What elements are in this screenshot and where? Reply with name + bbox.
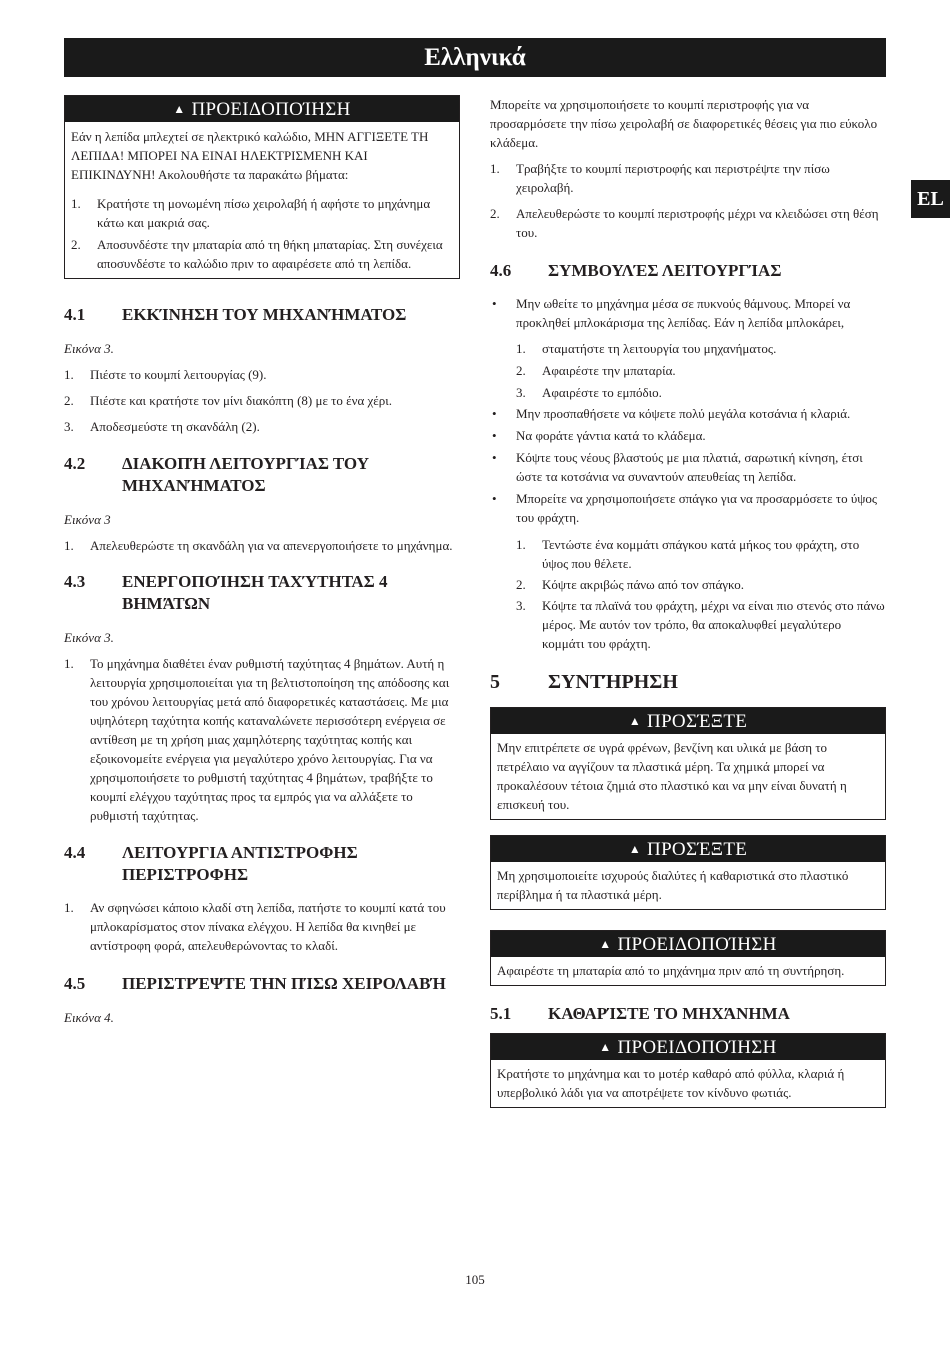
- steps-list: [64, 536, 460, 555]
- figure-ref: Εικόνα 3.: [64, 341, 114, 356]
- list-item: 1. Αν σφηνώσει κάποιο κλαδί στη λεπίδα, πατήστε το κουμπί κατά του μπλοκαρίσματος στον πίνακα ελέγχου. Η λεπίδα θα κινηθεί με αντίστροφη φορά, απελευθερώνοντας το κλαδί.: [64, 900, 446, 953]
- list-item: 1. Απελευθερώστε τη σκανδάλη για να απενεργοποιήσετε το μηχάνημα.: [64, 538, 453, 553]
- warning-box: [490, 1033, 886, 1108]
- section-heading-5: 5 ΣΥΝΤΉΡΗΣΗ: [490, 671, 678, 693]
- section-heading-4-3: 4.3 ΕΝΕΡΓΟΠΟΊΗΣΗ ΤΑΧΎΤΗΤΑΣ 4 ΒΗΜΆΤΩΝ: [64, 572, 388, 613]
- page-title: Ελληνικά: [64, 38, 886, 77]
- caution-box: [490, 707, 886, 820]
- figure-ref: Εικόνα 4.: [64, 1010, 114, 1025]
- caution-header: [491, 836, 885, 862]
- caution-box: [490, 835, 886, 910]
- warning-header: [491, 931, 885, 957]
- list-item: 3. Κόψτε τα πλαϊνά του φράχτη, μέχρι να είναι πιο στενός στο πάνω μέρος. Με αυτόν τον τρόπο, θα αποκαλυφθεί μεγαλύτερο κομμάτι του φράχτη.: [516, 598, 885, 651]
- list-item: • Μπορείτε να χρησιμοποιήσετε σπάγκο για να προσαρμόσετε το ύψος του φράχτη. 1. Τεντώστε ένα κομμάτι σπάγκου κατά μήκος του φράχτη, στο ύψος που θέλετε. 2. Κόψτε ακριβώς πάνω από τον σπάγκο. 3. Κόψτε τα πλαϊνά του φράχτη, μέχρι να είναι πιο στενός στο πάνω μέρος. Με αυτόν τον τρόπο, θα αποκαλυφθεί μεγαλύτερο κομμάτι του φράχτη.: [492, 491, 885, 651]
- list-item: 1. Κρατήστε τη μονωμένη πίσω χειρολαβή ή αφήστε το μηχάνημα κάτω και μακριά σας.: [71, 196, 431, 230]
- sub-steps: [516, 535, 886, 653]
- list-item: 2. Πιέστε και κρατήστε τον μίνι διακόπτη (8) με το ένα χέρι.: [64, 393, 392, 408]
- list-item: • Κόψτε τους νέους βλαστούς με μια πλατιά, σαρωτική κίνηση, έτσι ώστε τα κοτσάνια να συναντούν απευθείας τη λεπίδα.: [492, 450, 863, 484]
- steps-list: [64, 654, 460, 825]
- warning-header: [65, 96, 459, 122]
- warning-steps: [71, 194, 453, 273]
- left-column: [64, 95, 460, 1027]
- page-number: 105: [465, 1272, 485, 1287]
- list-item: 1. Τεντώστε ένα κομμάτι σπάγκου κατά μήκος του φράχτη, στο ύψος που θέλετε.: [516, 537, 860, 571]
- warning-box: [64, 95, 460, 279]
- warning-title: ΠΡΟΕΙΔΟΠΟΊΗΣΗ: [617, 934, 777, 955]
- caution-title: ΠΡΟΣΈΞΤΕ: [647, 839, 748, 860]
- paragraph: Μπορείτε να χρησιμοποιήσετε το κουμπί περιστροφής για να προσαρμόσετε την πίσω χειρολαβή σε διαφορετικές θέσεις για πιο εύκολο κλάδεμα.: [490, 97, 878, 150]
- warning-icon: ▲: [628, 714, 642, 728]
- warning-title: ΠΡΟΕΙΔΟΠΟΊΗΣΗ: [617, 1037, 777, 1058]
- list-item: 2. Απελευθερώστε το κουμπί περιστροφής μέχρι να κλειδώσει στη θέση του.: [490, 206, 879, 240]
- list-item: 1. Πιέστε το κουμπί λειτουργίας (9).: [64, 367, 267, 382]
- list-item: 1. σταματήστε τη λειτουργία του μηχανήματος.: [516, 341, 777, 356]
- steps-list: [64, 898, 460, 955]
- warning-text: Εάν η λεπίδα μπλεχτεί σε ηλεκτρικό καλώδιο, ΜΗΝ ΑΓΓΙΞΕΤΕ ΤΗ ΛΕΠΙΔΑ! ΜΠΟΡΕΙ ΝΑ ΕΙΝΑΙ ΗΛΕΚΤΡΙΣΜΕΝΗ ΚΑΙ ΕΠΙΚΙΝΔΥΝΗ! Ακολουθήστε τα παρακάτω βήματα:: [71, 129, 429, 182]
- list-item: • Να φοράτε γάντια κατά το κλάδεμα.: [492, 428, 706, 443]
- list-item: • Μην ωθείτε το μηχάνημα μέσα σε πυκνούς θάμνους. Μπορεί να προκληθεί μπλοκάρισμα της λεπίδας. Εάν η λεπίδα μπλοκάρει, 1. σταματήστε τη λειτουργία του μηχανήματος. 2. Αφαιρέστε την μπαταρία. 3. Αφαιρέστε το εμπόδιο.: [490, 294, 886, 402]
- sub-steps: [516, 339, 886, 402]
- tips-list: [490, 294, 886, 653]
- section-heading-4-1: 4.1 ΕΚΚΊΝΗΣΗ ΤΟΥ ΜΗΧΑΝΉΜΑΤΟΣ: [64, 305, 407, 324]
- section-heading-4-6: 4.6 ΣΥΜΒΟΥΛΈΣ ΛΕΙΤΟΥΡΓΊΑΣ: [490, 261, 782, 280]
- warning-title: ΠΡΟΕΙΔΟΠΟΊΗΣΗ: [191, 99, 351, 120]
- warning-icon: ▲: [599, 1040, 612, 1054]
- steps-list: [64, 365, 460, 436]
- figure-ref: Εικόνα 3: [64, 512, 111, 527]
- list-item: 2. Κόψτε ακριβώς πάνω από τον σπάγκο.: [516, 577, 745, 592]
- caution-header: [491, 708, 885, 734]
- list-item: 1. Το μηχάνημα διαθέτει έναν ρυθμιστή ταχύτητας 4 βημάτων. Αυτή η λειτουργία χρησιμοποιείται για τη βελτιστοποίηση της απόδοσης και του χρόνου λειτουργίας μετά από διαφορετικές καταστάσεις. Με μια υψηλότερη ταχύτητα κοπής καταναλώνετε περισσότερη ενέργεια σε αντίθεση με τη χρήση μιας χαμηλότερης ταχύτητας κοπής και εξοικονομείτε ενέργεια για μεγαλύτερο χρόνο λειτουργίας. Για να χρησιμοποιήσετε το ρυθμιστή ταχύτητας 4 βημάτων, τραβήξτε το κουμπί ελέγχου ταχύτητας προς τα εμπρός για να αλλάξετε το ρυθμιστή ταχύτητας.: [64, 656, 450, 823]
- warning-box: [490, 930, 886, 986]
- list-item: 1. Τραβήξτε το κουμπί περιστροφής και περιστρέψτε την πίσω χειρολαβή.: [490, 161, 830, 195]
- warning-text: Κρατήστε το μηχάνημα και το μοτέρ καθαρό από φύλλα, κλαριά ή υπερβολικό λάδι για να αποτρέψετε τον κίνδυνο φωτιάς.: [497, 1066, 845, 1100]
- steps-list: [490, 159, 886, 242]
- section-heading-4-2: 4.2 ΔΙΑΚΟΠΉ ΛΕΙΤΟΥΡΓΊΑΣ ΤΟΥ ΜΗΧΑΝΉΜΑΤΟΣ: [64, 454, 369, 495]
- warning-text: Αφαιρέστε τη μπαταρία από το μηχάνημα πριν από τη συντήρηση.: [497, 963, 845, 978]
- language-tab: EL: [911, 180, 950, 218]
- section-heading-5-1: 5.1 ΚΑΘΑΡΊΣΤΕ ΤΟ ΜΗΧΆΝΗΜΑ: [490, 1004, 790, 1023]
- warning-icon: ▲: [628, 842, 642, 856]
- figure-ref: Εικόνα 3.: [64, 630, 114, 645]
- section-heading-4-4: 4.4 ΛΕΙΤΟΥΡΓΙΑ ΑΝΤΙΣΤΡΟΦΗΣ ΠΕΡΙΣΤΡΟΦΗΣ: [64, 843, 358, 884]
- right-column: [490, 95, 886, 1108]
- list-item: 2. Αφαιρέστε την μπαταρία.: [516, 363, 676, 378]
- list-item: • Μην προσπαθήσετε να κόψετε πολύ μεγάλα κοτσάνια ή κλαριά.: [492, 406, 851, 421]
- caution-title: ΠΡΟΣΈΞΤΕ: [647, 711, 748, 732]
- caution-text: Μην επιτρέπετε σε υγρά φρένων, βενζίνη και υλικά με βάση το πετρέλαιο να αγγίζουν τα πλαστικά μέρη. Τα χημικά μπορεί να προκαλέσουν τέτοια ζημιά στο πλαστικό και να μην είναι δυνατή η επισκευή του.: [497, 740, 847, 812]
- warning-header: [491, 1034, 885, 1060]
- warning-icon: ▲: [173, 102, 186, 116]
- warning-icon: ▲: [599, 937, 612, 951]
- list-item: 3. Αφαιρέστε το εμπόδιο.: [516, 385, 662, 400]
- caution-text: Μη χρησιμοποιείτε ισχυρούς διαλύτες ή καθαριστικά στο πλαστικό περίβλημα ή τα πλαστικά μέρη.: [497, 868, 849, 902]
- section-heading-4-5: 4.5 ΠΕΡΙΣΤΡΈΨΤΕ ΤΗΝ ΠΊΣΩ ΧΕΙΡΟΛΑΒΉ: [64, 974, 446, 993]
- list-item: 3. Αποδεσμεύστε τη σκανδάλη (2).: [64, 419, 260, 434]
- list-item: 2. Αποσυνδέστε την μπαταρία από τη θήκη μπαταρίας. Στη συνέχεια αποσυνδέστε το καλώδιο πριν το αφαιρέσετε από τη λεπίδα.: [71, 237, 443, 271]
